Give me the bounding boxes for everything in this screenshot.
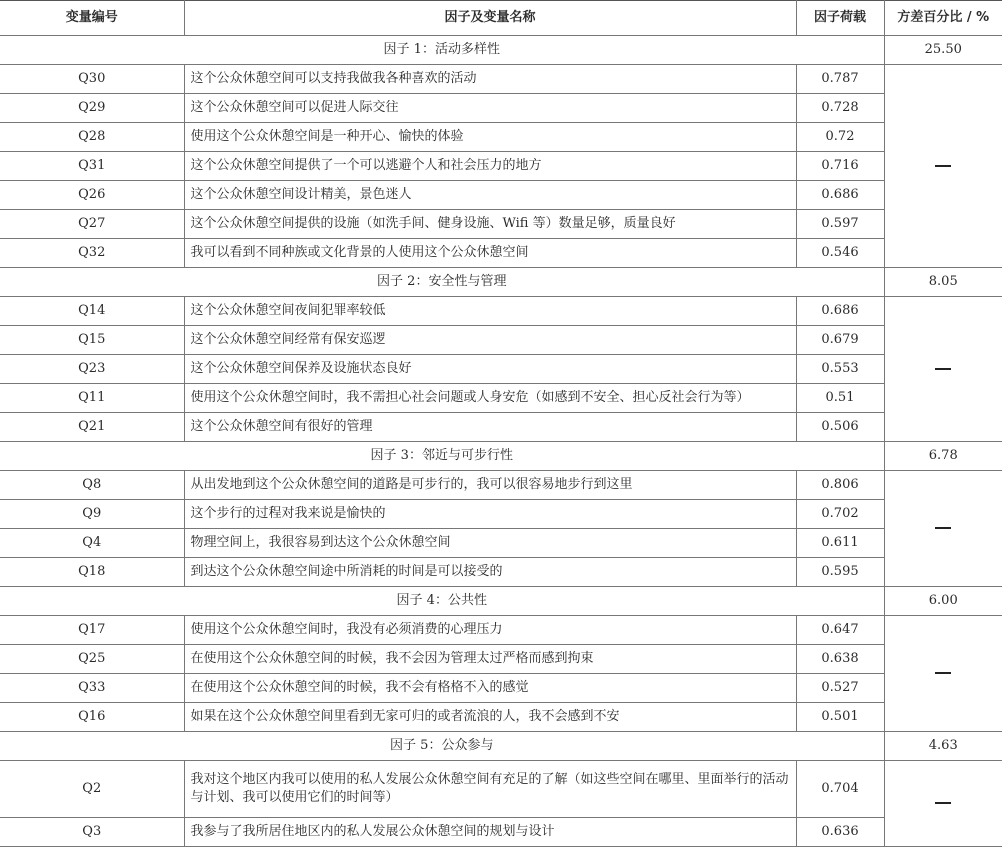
factor-title: 因子 3：邻近与可步行性 bbox=[0, 442, 884, 471]
factor-loading: 0.546 bbox=[796, 239, 884, 268]
factor-variance: 4.63 bbox=[884, 732, 1002, 761]
variable-description: 到达这个公众休憩空间途中所消耗的时间是可以接受的 bbox=[184, 558, 796, 587]
table-row bbox=[0, 558, 1002, 587]
variance-empty-cell bbox=[884, 616, 1002, 732]
variable-code: Q25 bbox=[0, 645, 184, 674]
variable-description: 这个公众休憩空间提供了一个可以逃避个人和社会压力的地方 bbox=[184, 152, 796, 181]
variable-description: 我可以看到不同种族或文化背景的人使用这个公众休憩空间 bbox=[184, 239, 796, 268]
table-row bbox=[0, 529, 1002, 558]
table-row bbox=[0, 500, 1002, 529]
header-loading: 因子荷载 bbox=[796, 1, 884, 36]
factor-loading: 0.597 bbox=[796, 210, 884, 239]
table-row bbox=[0, 239, 1002, 268]
variable-description: 使用这个公众休憩空间时，我不需担心社会问题或人身安危（如感到不安全、担心反社会行为等） bbox=[184, 384, 796, 413]
header-variance: 方差百分比 / % bbox=[884, 1, 1002, 36]
variable-code: Q9 bbox=[0, 500, 184, 529]
table-row bbox=[0, 326, 1002, 355]
factor-loading: 0.501 bbox=[796, 703, 884, 732]
factor-loading: 0.716 bbox=[796, 152, 884, 181]
variable-code: Q4 bbox=[0, 529, 184, 558]
table-row bbox=[0, 152, 1002, 181]
variable-description: 使用这个公众休憩空间是一种开心、愉快的体验 bbox=[184, 123, 796, 152]
factor-loading: 0.787 bbox=[796, 65, 884, 94]
variable-description: 这个公众休憩空间提供的设施（如洗手间、健身设施、Wifi 等）数量足够，质量良好 bbox=[184, 210, 796, 239]
variable-description: 使用这个公众休憩空间时，我没有必须消费的心理压力 bbox=[184, 616, 796, 645]
table-row bbox=[0, 818, 1002, 847]
variable-description: 这个公众休憩空间经常有保安巡逻 bbox=[184, 326, 796, 355]
factor-loading: 0.595 bbox=[796, 558, 884, 587]
variable-code: Q29 bbox=[0, 94, 184, 123]
dash-mark bbox=[935, 368, 951, 370]
variable-description: 如果在这个公众休憩空间里看到无家可归的或者流浪的人，我不会感到不安 bbox=[184, 703, 796, 732]
variable-description: 这个公众休憩空间可以促进人际交往 bbox=[184, 94, 796, 123]
factor-loading: 0.72 bbox=[796, 123, 884, 152]
factor-row bbox=[0, 36, 1002, 65]
factor-loading: 0.806 bbox=[796, 471, 884, 500]
table-row bbox=[0, 703, 1002, 732]
table-row bbox=[0, 355, 1002, 384]
variable-code: Q2 bbox=[0, 761, 184, 818]
header-code: 变量编号 bbox=[0, 1, 184, 36]
factor-loading: 0.686 bbox=[796, 181, 884, 210]
header-row bbox=[0, 1, 1002, 36]
variable-code: Q28 bbox=[0, 123, 184, 152]
variable-description: 在使用这个公众休憩空间的时候，我不会因为管理太过严格而感到拘束 bbox=[184, 645, 796, 674]
variable-code: Q11 bbox=[0, 384, 184, 413]
variable-code: Q26 bbox=[0, 181, 184, 210]
variable-description: 在使用这个公众休憩空间的时候，我不会有格格不入的感觉 bbox=[184, 674, 796, 703]
factor-loading: 0.702 bbox=[796, 500, 884, 529]
factor-loading: 0.51 bbox=[796, 384, 884, 413]
variable-code: Q15 bbox=[0, 326, 184, 355]
variable-code: Q21 bbox=[0, 413, 184, 442]
factor-loading: 0.679 bbox=[796, 326, 884, 355]
table-body bbox=[0, 1, 1002, 847]
table-row bbox=[0, 65, 1002, 94]
factor-loading: 0.506 bbox=[796, 413, 884, 442]
factor-loading: 0.638 bbox=[796, 645, 884, 674]
dash-mark bbox=[935, 527, 951, 529]
factor-row bbox=[0, 268, 1002, 297]
factor-title: 因子 1：活动多样性 bbox=[0, 36, 884, 65]
factor-row bbox=[0, 442, 1002, 471]
table-row bbox=[0, 674, 1002, 703]
variable-code: Q33 bbox=[0, 674, 184, 703]
factor-loading: 0.686 bbox=[796, 297, 884, 326]
factor-loading: 0.728 bbox=[796, 94, 884, 123]
variable-code: Q17 bbox=[0, 616, 184, 645]
table-row bbox=[0, 297, 1002, 326]
variance-empty-cell bbox=[884, 471, 1002, 587]
variable-description: 物理空间上，我很容易到达这个公众休憩空间 bbox=[184, 529, 796, 558]
variable-code: Q32 bbox=[0, 239, 184, 268]
factor-loading: 0.704 bbox=[796, 761, 884, 818]
factor-title: 因子 4：公共性 bbox=[0, 587, 884, 616]
factor-title: 因子 2：安全性与管理 bbox=[0, 268, 884, 297]
factor-loading: 0.647 bbox=[796, 616, 884, 645]
variance-empty-cell bbox=[884, 297, 1002, 442]
table-row bbox=[0, 645, 1002, 674]
variable-code: Q23 bbox=[0, 355, 184, 384]
table-row bbox=[0, 761, 1002, 818]
variable-code: Q31 bbox=[0, 152, 184, 181]
variable-description: 从出发地到这个公众休憩空间的道路是可步行的，我可以很容易地步行到这里 bbox=[184, 471, 796, 500]
factor-loading: 0.636 bbox=[796, 818, 884, 847]
factor-variance: 25.50 bbox=[884, 36, 1002, 65]
variance-empty-cell bbox=[884, 65, 1002, 268]
table-row bbox=[0, 471, 1002, 500]
table-row bbox=[0, 94, 1002, 123]
factor-title: 因子 5：公众参与 bbox=[0, 732, 884, 761]
variable-code: Q8 bbox=[0, 471, 184, 500]
table-row bbox=[0, 123, 1002, 152]
variable-description: 我参与了我所居住地区内的私人发展公众休憩空间的规划与设计 bbox=[184, 818, 796, 847]
factor-variance: 8.05 bbox=[884, 268, 1002, 297]
variable-description: 我对这个地区内我可以使用的私人发展公众休憩空间有充足的了解（如这些空间在哪里、里面举行的活动与计划、我可以使用它们的时间等） bbox=[184, 761, 796, 818]
factor-loading: 0.553 bbox=[796, 355, 884, 384]
factor-variance: 6.00 bbox=[884, 587, 1002, 616]
table-row bbox=[0, 384, 1002, 413]
factor-row bbox=[0, 587, 1002, 616]
variable-description: 这个步行的过程对我来说是愉快的 bbox=[184, 500, 796, 529]
variable-code: Q18 bbox=[0, 558, 184, 587]
dash-mark bbox=[935, 802, 951, 804]
variable-code: Q3 bbox=[0, 818, 184, 847]
table-row bbox=[0, 413, 1002, 442]
table-row bbox=[0, 181, 1002, 210]
variable-description: 这个公众休憩空间设计精美，景色迷人 bbox=[184, 181, 796, 210]
table-row bbox=[0, 616, 1002, 645]
variable-code: Q27 bbox=[0, 210, 184, 239]
variable-description: 这个公众休憩空间夜间犯罪率较低 bbox=[184, 297, 796, 326]
factor-loading: 0.611 bbox=[796, 529, 884, 558]
dash-mark bbox=[935, 672, 951, 674]
table-row bbox=[0, 210, 1002, 239]
variance-empty-cell bbox=[884, 761, 1002, 847]
variable-description: 这个公众休憩空间可以支持我做我各种喜欢的活动 bbox=[184, 65, 796, 94]
factor-loading: 0.527 bbox=[796, 674, 884, 703]
variable-description: 这个公众休憩空间保养及设施状态良好 bbox=[184, 355, 796, 384]
factor-variance: 6.78 bbox=[884, 442, 1002, 471]
dash-mark bbox=[935, 165, 951, 167]
variable-code: Q14 bbox=[0, 297, 184, 326]
factor-row bbox=[0, 732, 1002, 761]
variable-code: Q16 bbox=[0, 703, 184, 732]
variable-code: Q30 bbox=[0, 65, 184, 94]
variable-description: 这个公众休憩空间有很好的管理 bbox=[184, 413, 796, 442]
header-name: 因子及变量名称 bbox=[184, 1, 796, 36]
